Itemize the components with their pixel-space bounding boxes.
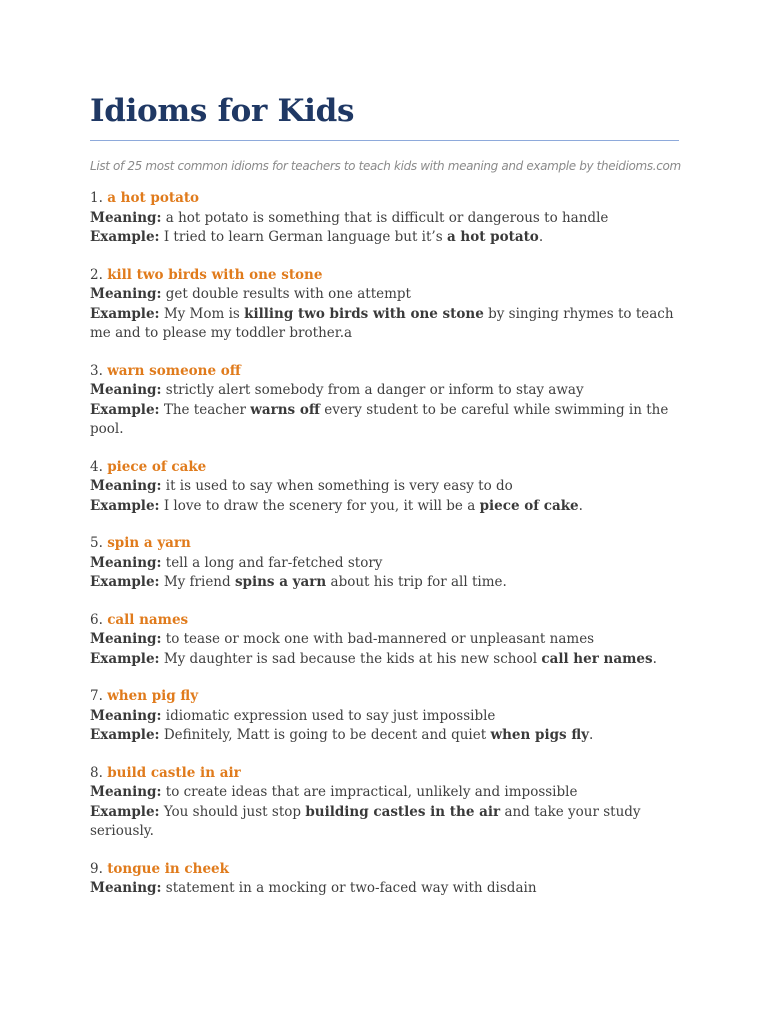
example-label: Example: [90, 401, 160, 418]
meaning-label: Meaning: [90, 707, 162, 724]
idiom-phrase: spin a yarn [107, 535, 191, 551]
page-subtitle: List of 25 most common idioms for teachers to teach kids with meaning and example by theidioms.com [90, 159, 681, 173]
idiom-heading [90, 687, 680, 707]
example-text-before: I tried to learn German language but it’s [163, 229, 443, 245]
idiom-example [90, 228, 680, 248]
idiom-entry [90, 266, 680, 344]
example-text-before: My Mom is [163, 305, 240, 322]
example-text-after: . [538, 229, 544, 245]
idiom-number: 1. [90, 190, 103, 206]
meaning-text: a hot potato is something that is difficult or dangerous to handle [165, 209, 609, 226]
example-text-after: . [578, 497, 583, 514]
meaning-text: tell a long and far-fetched story [165, 554, 383, 571]
idiom-heading [90, 860, 680, 880]
meaning-label: Meaning: [90, 631, 162, 647]
idiom-example [90, 497, 680, 517]
idiom-phrase: warn someone off [107, 362, 241, 379]
meaning-label: Meaning: [90, 286, 162, 302]
idiom-number: 3. [90, 362, 103, 379]
example-text-before: You should just stop [163, 803, 302, 820]
idiom-phrase: kill two birds with one stone [107, 266, 323, 283]
idiom-number: 6. [90, 611, 103, 628]
title-divider [90, 140, 679, 141]
idiom-number: 8. [90, 764, 103, 781]
example-text-after: every student to be careful while swimming in the pool. [90, 401, 669, 437]
idiom-meaning [90, 477, 680, 497]
idiom-meaning [90, 209, 680, 229]
idiom-phrase: call names [107, 611, 189, 628]
example-text-after: about his trip for all time. [330, 574, 507, 590]
idiom-heading [90, 458, 680, 478]
idiom-example [90, 726, 680, 746]
idiom-phrase: tongue in cheek [107, 860, 229, 877]
idiom-meaning [90, 879, 680, 899]
idiom-meaning [90, 783, 680, 803]
example-text-after: . [588, 727, 594, 743]
idiom-example [90, 803, 680, 842]
example-text-after: by singing rhymes to teach me and to please my toddler brother.a [90, 305, 674, 341]
idiom-meaning [90, 630, 680, 650]
meaning-text: statement in a mocking or two-faced way with disdain [165, 880, 537, 896]
meaning-label: Meaning: [90, 784, 162, 800]
example-label: Example: [90, 229, 160, 245]
example-label: Example: [90, 305, 160, 322]
idiom-entry [90, 687, 680, 746]
example-idiom-highlight: killing two birds with one stone [244, 305, 484, 322]
idiom-meaning [90, 707, 680, 727]
idiom-entry [90, 362, 680, 440]
example-idiom-highlight: when pigs fly [490, 727, 589, 743]
idiom-example [90, 305, 680, 344]
example-idiom-highlight: building castles in the air [305, 803, 501, 820]
example-idiom-highlight: piece of cake [479, 497, 579, 514]
example-label: Example: [90, 574, 160, 590]
idiom-number: 7. [90, 688, 103, 704]
idiom-meaning [90, 554, 680, 574]
idiom-heading [90, 611, 680, 631]
idiom-entry [90, 189, 680, 248]
example-text-before: My friend [163, 574, 231, 590]
meaning-label: Meaning: [90, 554, 162, 571]
idiom-entry [90, 534, 680, 593]
idiom-entry [90, 611, 680, 670]
idiom-number: 2. [90, 266, 103, 283]
idiom-entry [90, 764, 680, 842]
example-label: Example: [90, 727, 160, 743]
example-text-after: and take your study seriously. [90, 803, 641, 839]
example-idiom-highlight: call her names [541, 650, 653, 667]
meaning-text: strictly alert somebody from a danger or inform to stay away [165, 382, 584, 398]
idiom-example [90, 401, 680, 440]
idiom-list [90, 189, 680, 899]
idiom-entry [90, 458, 680, 517]
meaning-text: get double results with one attempt [165, 286, 411, 302]
idiom-number: 9. [90, 860, 103, 877]
example-text-before: I love to draw the scenery for you, it will be a [163, 497, 476, 514]
idiom-number: 5. [90, 535, 103, 551]
idiom-example [90, 573, 680, 593]
example-label: Example: [90, 497, 160, 514]
idiom-phrase: a hot potato [107, 190, 200, 206]
meaning-label: Meaning: [90, 478, 162, 494]
example-label: Example: [90, 803, 160, 820]
example-label: Example: [90, 650, 160, 667]
idiom-heading [90, 764, 680, 784]
idiom-entry [90, 860, 680, 899]
idiom-heading [90, 534, 680, 554]
example-idiom-highlight: a hot potato [446, 229, 539, 245]
example-text-before: The teacher [163, 401, 246, 418]
document-page [90, 90, 680, 917]
meaning-text: to create ideas that are impractical, unlikely and impossible [165, 784, 578, 800]
idiom-meaning [90, 381, 680, 401]
example-text-before: Definitely, Matt is going to be decent and quiet [163, 727, 487, 743]
idiom-heading [90, 266, 680, 286]
example-idiom-highlight: spins a yarn [234, 574, 327, 590]
meaning-label: Meaning: [90, 209, 162, 226]
idiom-heading [90, 189, 680, 209]
example-text-before: My daughter is sad because the kids at his new school [163, 650, 538, 667]
idiom-meaning [90, 285, 680, 305]
idiom-phrase: when pig fly [107, 688, 199, 704]
meaning-text: idiomatic expression used to say just impossible [165, 707, 496, 724]
page-title: Idioms for Kids [90, 93, 355, 129]
meaning-label: Meaning: [90, 382, 162, 398]
idiom-phrase: build castle in air [107, 764, 241, 781]
example-text-after: . [652, 650, 657, 667]
idiom-heading [90, 362, 680, 382]
idiom-number: 4. [90, 458, 103, 475]
meaning-label: Meaning: [90, 880, 162, 896]
idiom-example [90, 650, 680, 670]
meaning-text: it is used to say when something is very easy to do [165, 478, 513, 494]
example-idiom-highlight: warns off [250, 401, 320, 418]
idiom-phrase: piece of cake [107, 458, 207, 475]
meaning-text: to tease or mock one with bad-mannered or unpleasant names [165, 631, 595, 647]
